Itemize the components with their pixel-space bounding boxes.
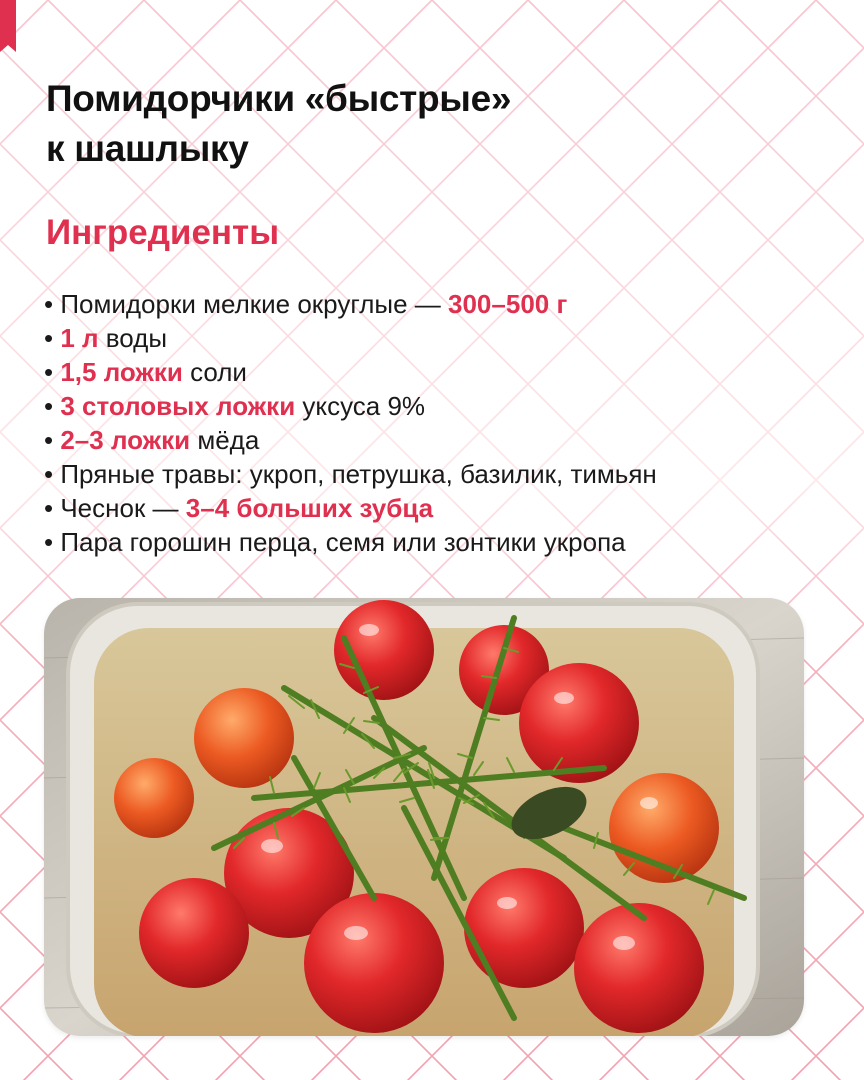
bullet: • — [44, 493, 54, 523]
ingredient-text-after: воды — [98, 323, 168, 353]
ingredient-text: Чеснок — — [60, 493, 186, 523]
ingredient-text-after: мёда — [190, 425, 260, 455]
ingredient-item — [44, 389, 657, 423]
ingredient-amount: 1 л — [60, 323, 99, 353]
ingredient-text-after: уксуса 9% — [295, 391, 426, 421]
bullet: • — [44, 391, 54, 421]
bookmark-ribbon-icon — [0, 0, 20, 56]
ingredient-text-after: соли — [182, 357, 247, 387]
ingredients-list — [44, 287, 657, 559]
ingredient-amount: 300–500 г — [448, 289, 568, 319]
ingredients-heading: Ингредиенты — [46, 213, 280, 252]
bullet: • — [44, 425, 54, 455]
ingredient-text: Помидорки мелкие округлые — — [60, 289, 449, 319]
ingredient-item — [44, 491, 657, 525]
bullet: • — [44, 323, 54, 353]
ingredient-item — [44, 321, 657, 355]
bullet: • — [44, 357, 54, 387]
ingredient-amount: 3 столовых ложки — [60, 391, 296, 421]
ingredient-text: Пряные травы: укроп, петрушка, базилик, тимьян — [60, 459, 657, 489]
photo-illustration — [44, 598, 804, 1036]
ingredient-item — [44, 355, 657, 389]
ingredient-item — [44, 457, 657, 491]
bullet: • — [44, 459, 54, 489]
pickled-tomatoes-photo — [44, 598, 804, 1036]
ingredient-item — [44, 525, 657, 559]
ingredient-item — [44, 423, 657, 457]
ingredient-text: Пара горошин перца, семя или зонтики укропа — [60, 527, 626, 557]
ingredient-amount: 1,5 ложки — [60, 357, 183, 387]
ingredient-item — [44, 287, 657, 321]
ingredient-amount: 2–3 ложки — [60, 425, 191, 455]
ingredient-amount: 3–4 больших зубца — [185, 493, 434, 523]
page-title — [46, 74, 511, 174]
title-line-2: к шашлыку — [46, 128, 249, 169]
bullet: • — [44, 289, 54, 319]
title-line-1: Помидорчики «быстрые» — [46, 78, 512, 119]
bullet: • — [44, 527, 54, 557]
